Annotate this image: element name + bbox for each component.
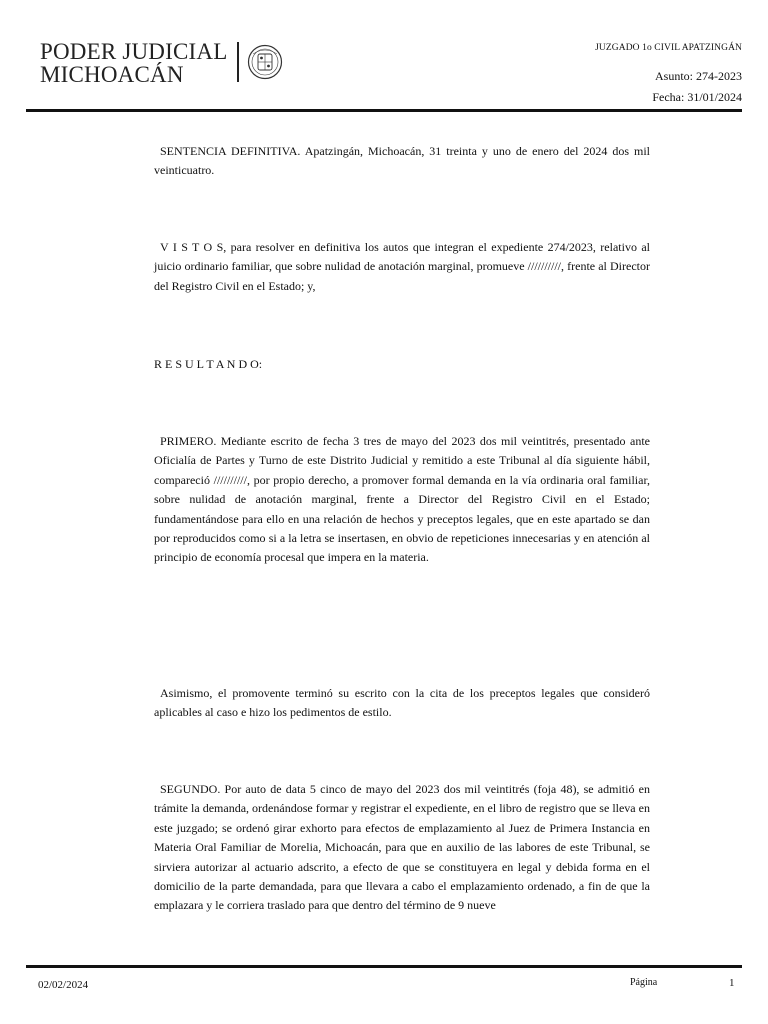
logo-wordmark (40, 40, 227, 86)
seal-icon (247, 44, 283, 80)
footer-divider (26, 965, 742, 968)
institution-logo (40, 40, 283, 90)
logo-line-2: MICHOACÁN (40, 62, 184, 87)
footer-page-number: 1 (729, 977, 735, 989)
footer-date: 02/02/2024 (38, 979, 89, 991)
logo-divider (237, 42, 239, 82)
section-heading-resultando: R E S U L T A N D O: (154, 357, 263, 371)
case-number: Asunto: 274-2023 (655, 69, 742, 83)
footer-page-label: Página (630, 977, 658, 988)
paragraph-sentencia: SENTENCIA DEFINITIVA. Apatzingán, Michoacán, 31 treinta y uno de enero del 2024 dos mil veinticuatro. (154, 144, 650, 178)
paragraph-vistos: V I S T O S, para resolver en definitiva los autos que integran el expediente 274/2023, relativo al juicio ordinario familiar, que sobre nulidad de anotación marginal, promueve //////////, frente al Director del Registro Civil en el Estado; y, (154, 240, 650, 293)
case-date: Fecha: 31/01/2024 (652, 90, 742, 104)
case-header (595, 42, 742, 103)
paragraph-segundo: SEGUNDO. Por auto de data 5 cinco de mayo del 2023 dos mil veintitrés (foja 48), se admitió en trámite la demanda, ordenándose formar y registrar el expediente, en el libro de registro que se lleva en este juzgado; se ordenó girar exhorto para efectos de emplazamiento al Juez de Primera Instancia en Materia Oral Familiar de Morelia, Michoacán, para que en auxilio de las labores de este Tribunal, se sirviera autorizar al actuario adscrito, a efecto de que se constituyera en legal y debida forma en el domicilio de la parte demandada, para que llevara a cabo el emplazamiento ordenado, a fin de que la emplazara y le corriera traslado para que dentro del término de 9 nueve (154, 782, 650, 913)
paragraph-primero: PRIMERO. Mediante escrito de fecha 3 tres de mayo del 2023 dos mil veintitrés, presentado ante Oficialía de Partes y Turno de este Distrito Judicial y remitido a este Tribunal al día siguiente hábil, compareció //////////, por propio derecho, a promover formal demanda en la vía ordinaria oral familiar, sobre nulidad de anotación marginal, frente a Director del Registro Civil en el Estado; fundamentándose para ello en una relación de hechos y preceptos legales, que en este apartado se dan por reproducidos como si a la letra se insertasen, en obvio de repeticiones innecesarias y en atención al principio de economía procesal que impera en la materia. (154, 434, 650, 565)
header-divider (26, 109, 742, 112)
logo-line-1: PODER JUDICIAL (40, 39, 228, 64)
paragraph-asimismo: Asimismo, el promovente terminó su escrito con la cita de los preceptos legales que consideró aplicables al caso e hizo los pedimentos de estilo. (154, 686, 650, 720)
court-name: JUZGADO 1o CIVIL APATZINGÁN (595, 43, 742, 53)
